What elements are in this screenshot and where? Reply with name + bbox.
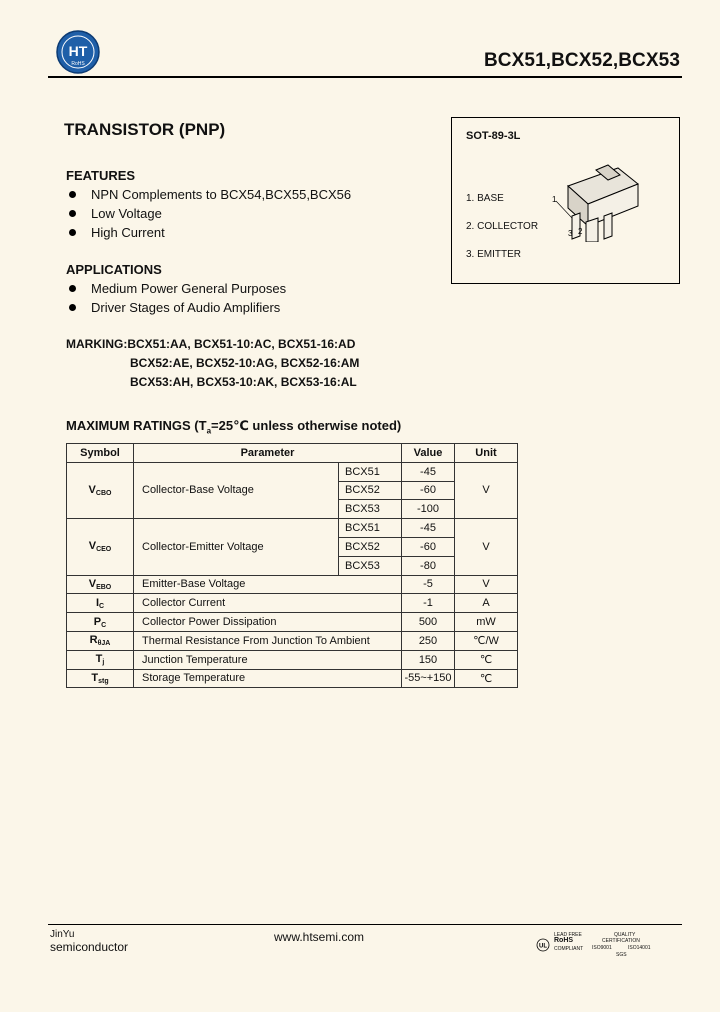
value-cell: -45 <box>402 519 455 538</box>
svg-text:UL: UL <box>539 943 547 950</box>
pin-number: 2 <box>578 227 583 236</box>
certification-label: CERTIFICATION <box>602 938 640 944</box>
applications-heading: APPLICATIONS <box>66 262 162 277</box>
value-cell: -60 <box>402 481 455 500</box>
ratings-table <box>66 443 518 688</box>
header-parameter: Parameter <box>134 444 402 463</box>
quality-label: QUALITY <box>614 932 636 938</box>
table-row <box>67 519 518 538</box>
ratings-title: MAXIMUM RATINGS ($T_a=25℃$ unless otherwise noted) <box>66 418 402 436</box>
table-row <box>67 631 518 650</box>
rohs-label: RoHS <box>554 937 574 944</box>
package-name: SOT-89-3L <box>466 130 521 142</box>
iso9001-label: ISO9001 <box>592 945 612 951</box>
symbol-cell: $V_{EBO}$ <box>67 575 134 594</box>
list-item: NPN Complements to BCX54,BCX55,BCX56 <box>66 185 351 204</box>
bullet-icon <box>69 191 76 198</box>
part-numbers-title: BCX51,BCX52,BCX53 <box>483 50 680 71</box>
symbol-cell: $R_{\theta JA}$ <box>67 631 134 650</box>
applications-list <box>66 279 286 317</box>
company-name: JinYu semiconductor <box>50 929 129 954</box>
symbol-cell: $T_j$ <box>67 650 134 669</box>
model-cell: BCX51 <box>339 462 402 481</box>
iso14001-label: ISO14001 <box>628 945 651 951</box>
parameter-cell: Collector Power Dissipation <box>134 613 402 632</box>
unit-cell: ℃/W <box>455 631 518 650</box>
symbol-cell: $I_C$ <box>67 594 134 613</box>
document-title: TRANSISTOR (PNP) <box>64 120 226 139</box>
unit-cell: mW <box>455 613 518 632</box>
value-cell: 250 <box>402 631 455 650</box>
symbol-cell: $P_C$ <box>67 613 134 632</box>
package-outline-icon <box>548 156 668 242</box>
features-heading: FEATURES <box>66 168 136 183</box>
list-item: Driver Stages of Audio Amplifiers <box>66 298 286 317</box>
parameter-cell: Emitter-Base Voltage <box>134 575 402 594</box>
parameter-cell: Storage Temperature <box>134 669 402 688</box>
list-item: High Current <box>66 223 351 242</box>
features-list <box>66 185 351 242</box>
table-row <box>67 575 518 594</box>
compliant-label: COMPLIANT <box>554 946 584 952</box>
table-row <box>67 613 518 632</box>
symbol-cell: $V_{CEO}$ <box>67 519 134 575</box>
value-cell: -55~+150 <box>402 669 455 688</box>
model-cell: BCX51 <box>339 519 402 538</box>
value-cell: 500 <box>402 613 455 632</box>
bullet-icon <box>69 285 76 292</box>
list-item: Low Voltage <box>66 204 351 223</box>
value-cell: -1 <box>402 594 455 613</box>
logo-subtext: RoHS <box>71 61 85 67</box>
package-box <box>451 117 680 284</box>
table-row <box>67 594 518 613</box>
bullet-icon <box>69 210 76 217</box>
pin-number: 1 <box>552 195 557 204</box>
list-item: Medium Power General Purposes <box>66 279 286 298</box>
parameter-cell: Thermal Resistance From Junction To Ambient <box>134 631 402 650</box>
value-cell: -60 <box>402 537 455 556</box>
symbol-cell: $V_{CBO}$ <box>67 462 134 518</box>
symbol-cell: $T_{stg}$ <box>67 669 134 688</box>
unit-cell: ℃ <box>455 669 518 688</box>
model-cell: BCX52 <box>339 537 402 556</box>
website-link[interactable]: www.htsemi.com <box>274 930 365 944</box>
header-symbol: Symbol <box>67 444 134 463</box>
parameter-cell: Junction Temperature <box>134 650 402 669</box>
pin-label-collector: 2. COLLECTOR <box>466 221 539 232</box>
model-cell: BCX53 <box>339 500 402 519</box>
pin-label-emitter: 3. EMITTER <box>466 249 522 260</box>
table-row <box>67 650 518 669</box>
parameter-cell: Collector-Base Voltage <box>134 462 339 518</box>
ul-mark-icon <box>536 938 550 952</box>
footer-divider <box>48 924 682 925</box>
company-logo <box>56 30 100 74</box>
unit-cell: V <box>455 462 518 518</box>
pin-number: 3 <box>568 229 573 238</box>
header-unit: Unit <box>455 444 518 463</box>
marking-line: MARKING:BCX51:AA, BCX51-10:AC, BCX51-16:AD <box>66 337 356 351</box>
unit-cell: V <box>455 519 518 575</box>
parameter-cell: Collector-Emitter Voltage <box>134 519 339 575</box>
value-cell: -80 <box>402 556 455 575</box>
model-cell: BCX52 <box>339 481 402 500</box>
marking-line: BCX53:AH, BCX53-10:AK, BCX53-16:AL <box>130 375 357 389</box>
table-header-row <box>67 444 518 463</box>
bullet-icon <box>69 229 76 236</box>
parameter-cell: Collector Current <box>134 594 402 613</box>
value-cell: -100 <box>402 500 455 519</box>
unit-cell: ℃ <box>455 650 518 669</box>
unit-cell: V <box>455 575 518 594</box>
lead-free-label: LEAD FREE <box>554 932 582 938</box>
certification-marks <box>536 932 664 962</box>
bullet-icon <box>69 304 76 311</box>
table-row <box>67 669 518 688</box>
value-cell: 150 <box>402 650 455 669</box>
header-divider <box>48 76 682 78</box>
unit-cell: A <box>455 594 518 613</box>
marking-line: BCX52:AE, BCX52-10:AG, BCX52-16:AM <box>130 356 360 370</box>
model-cell: BCX53 <box>339 556 402 575</box>
value-cell: -5 <box>402 575 455 594</box>
table-row <box>67 462 518 481</box>
logo-text: HT <box>68 43 88 59</box>
pin-label-base: 1. BASE <box>466 193 504 204</box>
value-cell: -45 <box>402 462 455 481</box>
header-value: Value <box>402 444 455 463</box>
sgs-label: SGS <box>616 952 627 958</box>
